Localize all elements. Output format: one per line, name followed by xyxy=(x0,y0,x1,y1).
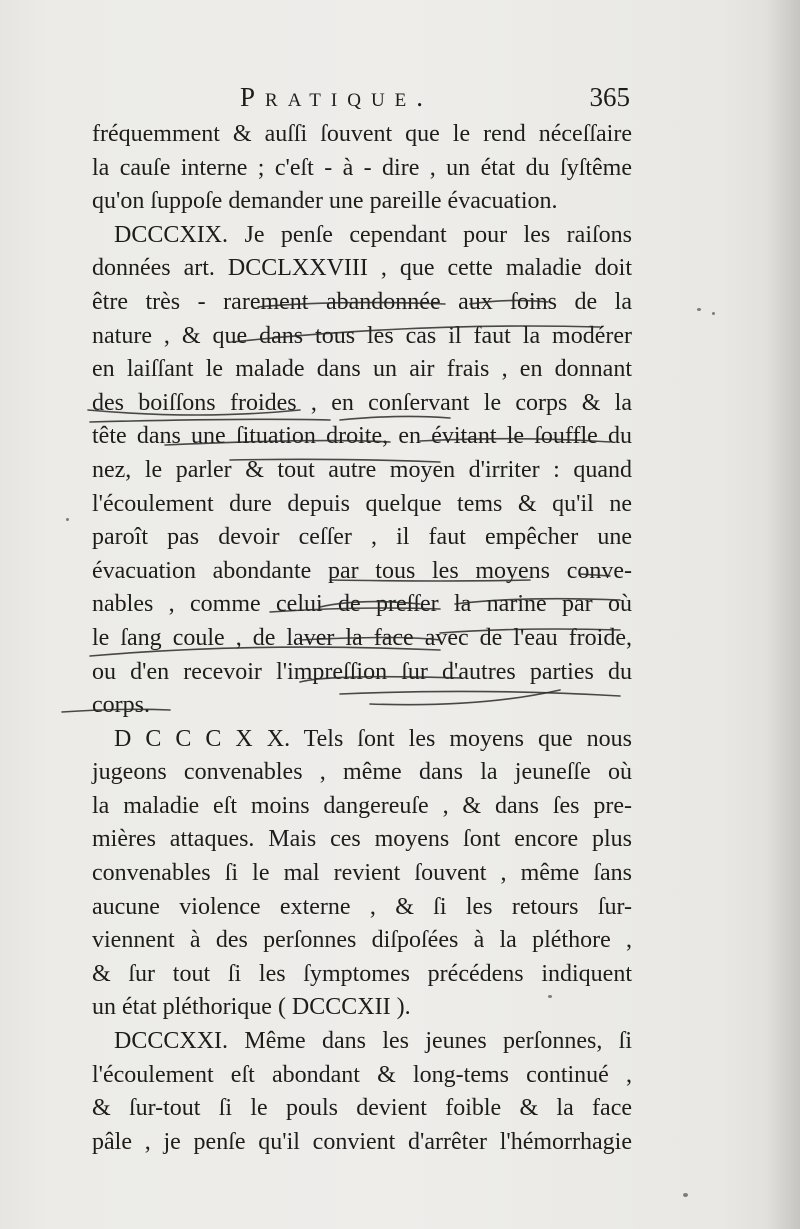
page-header xyxy=(90,78,630,114)
text-line: des boiſſons froides , en conſervant le corps & la xyxy=(92,389,632,416)
ink-speck xyxy=(66,518,69,521)
text-line: être très - rarement abandonnée aux ſoins de la xyxy=(92,288,632,315)
page-edge-shadow xyxy=(766,0,800,1229)
text-line: l'écoulement dure depuis quelque tems & qu'il ne xyxy=(92,490,632,517)
text-line: l'écoulement eſt abondant & long-tems continué , xyxy=(92,1061,632,1088)
ink-speck xyxy=(697,308,701,311)
text-line: pâle , je penſe qu'il convient d'arrêter l'hémorrhagie xyxy=(92,1128,632,1155)
text-line: jugeons convenables , même dans la jeuneſſe où xyxy=(92,759,632,786)
body-text xyxy=(92,118,632,1159)
paragraph-dcccxix-start: DCCCXIX. Je penſe cependant pour les raiſons xyxy=(114,221,632,248)
text-line: paroît pas devoir ceſſer , il faut empêcher une xyxy=(92,524,632,551)
text-line: la cauſe interne ; c'eſt - à - dire , un état du ſyſtême xyxy=(92,154,632,181)
text-line: qu'on ſuppoſe demander une pareille évacuation. xyxy=(92,188,558,215)
text-line: nables , comme celui de preſſer la narine par où xyxy=(92,591,632,618)
text-line: mières attaques. Mais ces moyens ſont encore plus xyxy=(92,826,632,853)
text-line: & ſur tout ſi les ſymptomes précédens indiquent xyxy=(92,960,632,987)
text-line: nature , & que dans tous les cas il faut la modérer xyxy=(92,322,632,349)
text-line: corps. xyxy=(92,692,150,719)
text-line: évacuation abondante par tous les moyens conve- xyxy=(92,557,632,584)
ink-speck xyxy=(548,995,552,998)
page-number: 365 xyxy=(589,82,630,112)
text-line: données art. DCCLXXVIII , que cette maladie doit xyxy=(92,255,632,282)
running-head: Pratique. xyxy=(240,82,434,112)
text-line: convenables ſi le mal revient ſouvent , même ſans xyxy=(92,860,632,887)
ink-speck xyxy=(683,1193,688,1197)
text-line: aucune violence externe , & ſi les retours ſur- xyxy=(92,893,632,920)
paragraph-dcccxxi-start: DCCCXXI. Même dans les jeunes perſonnes, ſi xyxy=(114,1028,632,1055)
text-line: la maladie eſt moins dangereuſe , & dans ſes pre- xyxy=(92,792,632,819)
text-line: le ſang coule , de laver la face avec de l'eau froide, xyxy=(92,624,632,651)
text-line: fréquemment & auſſi ſouvent que le rend néceſſaire xyxy=(92,121,632,147)
text-line: ou d'en recevoir l'impreſſion ſur d'autres parties du xyxy=(92,658,632,685)
text-line: tête dans une ſituation droite, en évitant le ſouffle du xyxy=(92,423,632,450)
text-line: viennent à des perſonnes diſpoſées à la pléthore , xyxy=(92,927,632,954)
text-line: nez, le parler & tout autre moyen d'irriter : quand xyxy=(92,456,632,483)
text-line: & ſur-tout ſi le pouls devient foible & la face xyxy=(92,1095,632,1122)
text-line: un état pléthorique ( DCCCXII ). xyxy=(92,994,411,1021)
text-line: en laiſſant le malade dans un air frais , en donnant xyxy=(92,356,632,383)
ink-speck xyxy=(712,312,715,315)
paragraph-dcccxx-start: D C C C X X. Tels ſont les moyens que nous xyxy=(114,725,632,752)
